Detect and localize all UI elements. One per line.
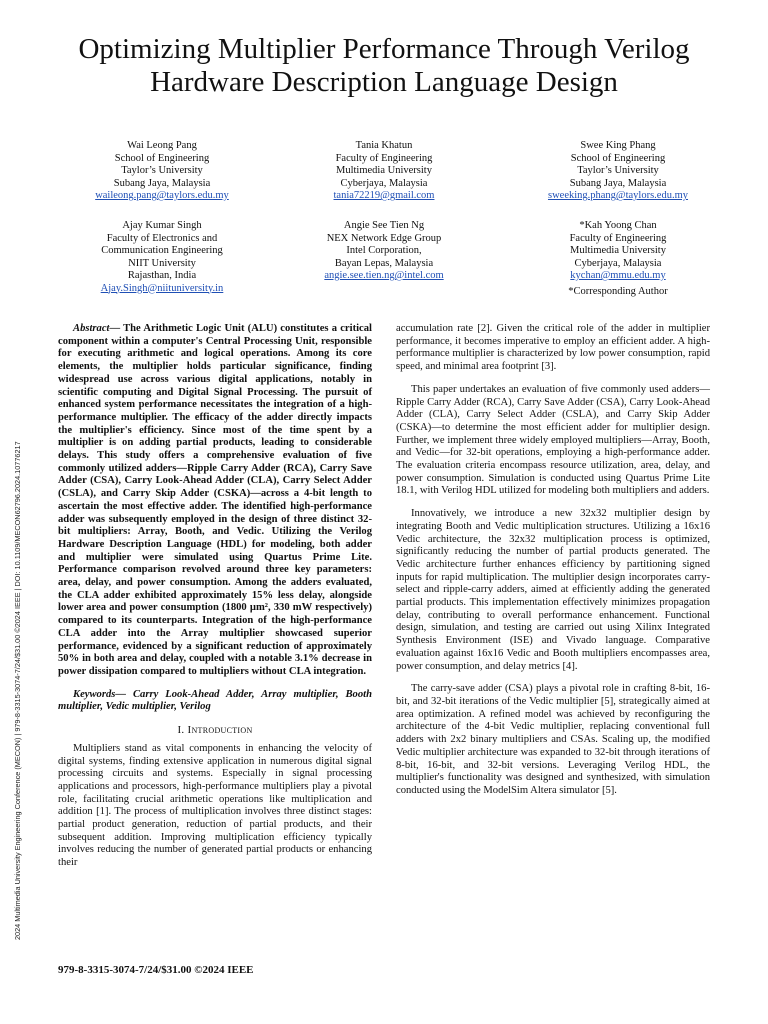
right-column bbox=[396, 323, 710, 808]
paragraph: accumulation rate [2]. Given the critical role of the adder in multiplier performance, it becomes imperative to employ an efficient adder. A high-performance multiplier is characterized by low power consumption, rapid speed, and minimal area footprint [3]. bbox=[396, 323, 710, 373]
author-name: *Kah Yoong Chan bbox=[579, 220, 657, 231]
left-column bbox=[58, 323, 372, 880]
author-name: Wai Leong Pang bbox=[127, 140, 197, 151]
author-affiliation: Faculty of Engineering bbox=[335, 152, 433, 164]
author-name: Ajay Kumar Singh bbox=[122, 220, 202, 231]
author-block bbox=[62, 140, 262, 203]
author-affiliation: Communication Engineering bbox=[101, 245, 223, 256]
paragraph: Innovatively, we introduce a new 32x32 multiplier design by integrating Booth and Vedic multiplication structures. Utilizing a 16x16 Vedic architecture, the 32x32 multiplication process is optimized, significantly reducing the number of partial products generated. The Vedic architecture further enhances efficiency by partitioning signed inputs for rapid multiplication. The multiplier design incorporates carry-select and ripple-carry adders, aimed at efficiently adding the generated partial products. This implementation effectively minimizes propagation delay, contributing to overall performance enhancement. Functional design, simulation, and testing are carried out using Xilinx Integrated Synthesis Environment (ISE) and Vivado language. Comparative evaluation against 16x16 Vedic and Booth multipliers encompasses area, power consumption, and delay metrics [4]. bbox=[396, 508, 710, 672]
author-email-link[interactable]: kychan@mmu.edu.my bbox=[570, 270, 666, 281]
author-block bbox=[518, 140, 718, 203]
author-location: Cyberjaya, Malaysia bbox=[340, 177, 428, 189]
author-affiliation: Taylor’s University bbox=[121, 165, 203, 176]
section-heading: I. Introduction bbox=[177, 724, 253, 737]
author-affiliation: Faculty of Electronics and bbox=[106, 232, 218, 244]
paragraph: Multipliers stand as vital components in enhancing the velocity of digital systems, finding extensive application in numerous digital signal processing circuits and systems. Especially in signal processing applications and processors, high-performance multipliers play a pivotal role, facilitating crucial arithmetic operations like multiplication and addition [1]. The process of multiplication involves three distinct stages: partial product generation, reduction of partial products, and their subsequent addition. Improving multiplication efficiency typically involves reducing the number of generated partial products or enhancing their bbox=[58, 742, 372, 869]
author-email-link[interactable]: sweeking.phang@taylors.edu.my bbox=[547, 190, 689, 201]
corresponding-author-note: *Corresponding Author bbox=[568, 285, 668, 297]
author-affiliation: School of Engineering bbox=[114, 152, 210, 164]
author-email-link[interactable]: angie.see.tien.ng@intel.com bbox=[324, 270, 444, 281]
author-location: Subang Jaya, Malaysia bbox=[569, 177, 667, 189]
author-name: Swee King Phang bbox=[580, 140, 656, 151]
abstract-label: Abstract bbox=[73, 323, 110, 334]
author-location: Rajasthan, India bbox=[127, 270, 197, 281]
paragraph: This paper undertakes an evaluation of five commonly used adders—Ripple Carry Adder (RCA), Carry Save Adder (CSA), Carry Look-Ahead Adder (CLA), Carry Select Adder (CSLA), and Carry Skip Adder (CSKA)—to determine the most efficient adder for multiplier design. Further, we implement three widely employed multipliers—Array, Booth, and Vedic—for 32-bit operations, employing a high-performance adder. The evaluation criteria encompass resource utilization, area, delay, and power consumption. Simulation is conducted using Quartus Prime Lite 18.1, with Verilog HDL utilized for modeling both multipliers and adders. bbox=[396, 383, 710, 497]
author-email-link[interactable]: Ajay.Singh@niituniversity.in bbox=[100, 282, 224, 294]
paper-title bbox=[40, 33, 728, 99]
paragraph: The carry-save adder (CSA) plays a pivotal role in crafting 8-bit, 16-bit, and 32-bit iterations of the Vedic multiplier [5], strategically aimed at area optimization. A refined model was achieved by reconfiguring the architecture of the 4-bit Vedic multiplier, replacing conventional full adders with 2x2 binary multipliers and CSAs. Scaling up, the modified Vedic multiplier architecture was expanded to 32-bit through iterations of 8-bit, 16-bit, and 32-bit versions. Leveraging Verilog HDL, the multiplier's functionality was designed and synthesized, with simulation conducted using the ModelSim Altera simulator [5]. bbox=[396, 683, 710, 796]
author-affiliation: NIIT University bbox=[128, 257, 196, 269]
author-email-link[interactable]: tania72219@gmail.com bbox=[333, 190, 435, 201]
author-affiliation: School of Engineering bbox=[570, 152, 666, 164]
author-location: Bayan Lepas, Malaysia bbox=[334, 257, 434, 269]
author-affiliation: Multimedia University bbox=[570, 245, 666, 256]
abstract-text: The Arithmetic Logic Unit (ALU) constitutes a critical component within a computer's Central Processing Unit, responsible for executing arithmetic and logical operations. Among its core elements, the multiplier holds particular significance, finding widespread use across various digital applications, notably in scientific computing and Digital Signal Processing. The pursuit of enhanced system performance necessitates the integration of a high-performance multiplier. The efficacy of the adder directly impacts the multiplier's efficiency. Since most of the time spent by a multiplier is on adding partial products, leading to considerable delays. This study offers a comprehensive evaluation of five commonly utilized adders—Ripple Carry Adder (RCA), Carry Save Adder (CSA), Carry Look-Ahead Adder (CLA), Carry Select Adder (CSLA), and Carry Skip Adder (CSKA)—across a 4-bit length to ascertain the most effective adder. The identified high-performance adder was subsequently employed in the design of three distinct 32-bit multipliers: Array, Booth, and Vedic. Utilizing the Verilog Hardware Description Language (HDL) for modeling, both adder and multiplier were simulated using Quartus Prime Lite. Performance comparison revolved around three key parameters: area, delay, and power consumption. Among the adders evaluated, the CLA adder exhibited approximately 15% less delay, alongside lower area and power consumption (1800 µm², 330 mW respectively) compared to its counterparts. Integration of the high-performance CLA adder into the Array multiplier showcased superior performance, evidenced by a significant reduction of approximately 50% in both area and delay, coupled with a notable 3.1% decrease in power dissipation compared to multipliers without CLA integration. bbox=[58, 323, 372, 677]
author-block bbox=[284, 220, 484, 283]
author-block bbox=[284, 140, 484, 203]
copyright-footer: 979-8-3315-3074-7/24/$31.00 ©2024 IEEE bbox=[58, 964, 254, 976]
keywords: Keywords— Carry Look-Ahead Adder, Array multiplier, Booth multiplier, Vedic multiplier, Verilog bbox=[58, 688, 372, 713]
author-affiliation: Multimedia University bbox=[336, 165, 432, 176]
author-email-link[interactable]: waileong.pang@taylors.edu.my bbox=[95, 190, 229, 201]
abstract-dash: — bbox=[109, 323, 121, 334]
author-affiliation: NEX Network Edge Group bbox=[326, 232, 442, 244]
abstract bbox=[58, 323, 372, 679]
title-line-2: Hardware Description Language Design bbox=[150, 66, 618, 98]
author-affiliation: Taylor’s University bbox=[577, 165, 659, 176]
author-name: Angie See Tien Ng bbox=[343, 220, 425, 231]
title-line-1: Optimizing Multiplier Performance Through Verilog bbox=[78, 33, 690, 65]
author-location: Cyberjaya, Malaysia bbox=[574, 257, 662, 269]
conference-sidebar: 2024 Multimedia University Engineering Conference (MECON) | 979-8-3315-3074-7/24/$31.00 ©2024 IEEE | DOI: 10.1109/MECON62796.2024.10776217 bbox=[13, 441, 22, 940]
author-name: Tania Khatun bbox=[355, 140, 413, 151]
author-location: Subang Jaya, Malaysia bbox=[113, 177, 211, 189]
author-affiliation: Faculty of Engineering bbox=[569, 232, 667, 244]
author-block bbox=[62, 220, 262, 295]
author-block bbox=[518, 220, 718, 298]
author-affiliation: Intel Corporation, bbox=[346, 245, 422, 256]
